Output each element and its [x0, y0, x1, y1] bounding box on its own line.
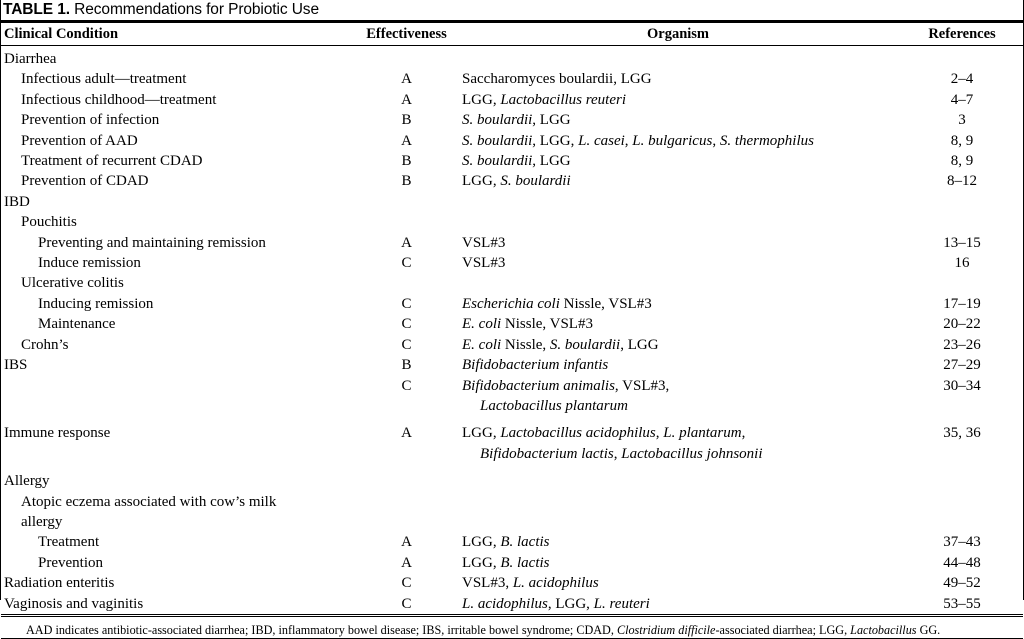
cell-clinical-condition: IBD	[4, 193, 30, 210]
table-body	[1, 46, 1023, 614]
table-row	[1, 90, 1023, 110]
cell-references: 8–12	[947, 173, 977, 190]
cell-organism: LGG, Lactobacillus reuteri	[462, 91, 627, 108]
cell-organism: VSL#3, L. acidophilus	[462, 575, 599, 592]
cell-clinical-condition: Radiation enteritis	[4, 575, 115, 592]
cell-organism: VSL#3	[462, 255, 506, 272]
table-row	[1, 110, 1023, 130]
cell-clinical-condition: Immune response	[4, 425, 111, 442]
table-row	[1, 131, 1023, 151]
cell-effectiveness: C	[401, 575, 412, 592]
cell-clinical-condition: Pouchitis	[21, 214, 77, 231]
cell-organism: Bifidobacterium infantis	[462, 357, 609, 374]
cell-clinical-condition: Prevention of infection	[21, 112, 160, 129]
cell-effectiveness: A	[401, 91, 412, 108]
header-clinical-condition: Clinical Condition	[4, 26, 119, 42]
cell-effectiveness: B	[401, 173, 412, 190]
cell-clinical-condition: IBS	[4, 357, 28, 374]
cell-organism: Saccharomyces boulardii, LGG	[462, 71, 652, 88]
cell-effectiveness: C	[401, 255, 412, 272]
table-row	[1, 573, 1023, 593]
cell-organism: S. boulardii, LGG	[462, 153, 571, 170]
cell-references: 27–29	[943, 357, 981, 374]
cell-references: 2–4	[950, 71, 974, 88]
cell-organism: L. acidophilus, LGG, L. reuteri	[462, 595, 650, 612]
cell-clinical-condition: Maintenance	[38, 316, 116, 333]
header-references: References	[928, 26, 996, 42]
cell-effectiveness: B	[401, 357, 412, 374]
table-header-row	[1, 23, 1023, 45]
cell-references: 4–7	[950, 91, 974, 108]
table-number: TABLE 1.	[3, 1, 70, 18]
cell-effectiveness: A	[401, 554, 412, 571]
cell-references: 37–43	[943, 534, 981, 551]
cell-references: 35, 36	[943, 425, 981, 442]
cell-clinical-condition: Allergy	[4, 473, 50, 490]
cell-effectiveness: A	[401, 132, 412, 149]
table-row	[1, 553, 1023, 573]
table-row	[1, 314, 1023, 334]
table-row	[1, 355, 1023, 375]
cell-references: 49–52	[943, 575, 981, 592]
cell-clinical-condition: Induce remission	[38, 255, 141, 272]
cell-effectiveness: C	[401, 316, 412, 333]
cell-effectiveness: B	[401, 112, 412, 129]
cell-effectiveness: A	[401, 234, 412, 251]
table-row	[1, 492, 1023, 533]
cell-clinical-condition: Crohn’s	[21, 336, 69, 353]
cell-organism: S. boulardii, LGG, L. casei, L. bulgaricus, S. thermophilus	[462, 132, 814, 149]
table-row	[1, 212, 1023, 232]
cell-clinical-condition: Prevention of CDAD	[21, 173, 149, 190]
table-row	[1, 192, 1023, 212]
cell-organism: LGG, S. boulardii	[462, 173, 571, 190]
cell-effectiveness: C	[401, 295, 412, 312]
cell-references: 17–19	[943, 295, 981, 312]
table-row	[1, 471, 1023, 491]
table-row	[1, 49, 1023, 69]
header-effectiveness: Effectiveness	[366, 26, 447, 42]
cell-clinical-condition: Treatment of recurrent CDAD	[21, 153, 203, 170]
cell-references: 8, 9	[950, 153, 974, 170]
cell-organism: LGG, Lactobacillus acidophilus, L. plantarum, Bifidobacterium lactis, Lactobacillus johnsonii	[462, 425, 763, 462]
cell-effectiveness: A	[401, 425, 412, 442]
cell-effectiveness: A	[401, 71, 412, 88]
cell-references: 23–26	[943, 336, 981, 353]
cell-clinical-condition: Treatment	[38, 534, 100, 551]
table-row	[1, 171, 1023, 191]
cell-organism: LGG, B. lactis	[462, 554, 550, 571]
cell-clinical-condition: Vaginosis and vaginitis	[4, 595, 144, 612]
table-row	[1, 423, 1023, 464]
cell-clinical-condition: Inducing remission	[38, 295, 154, 312]
cell-clinical-condition: Infectious childhood—treatment	[21, 91, 217, 108]
cell-effectiveness: C	[401, 336, 412, 353]
cell-organism: E. coli Nissle, S. boulardii, LGG	[462, 336, 659, 353]
cell-references: 20–22	[943, 316, 981, 333]
table-row	[1, 253, 1023, 273]
cell-effectiveness: A	[401, 534, 412, 551]
table-row	[1, 233, 1023, 253]
row-spacer	[1, 416, 1023, 423]
cell-organism: VSL#3	[462, 234, 506, 251]
cell-references: 13–15	[943, 234, 981, 251]
table-footnote: AAD indicates antibiotic-associated diarrhea; IBD, inflammatory bowel disease; IBS, irritable bowel syndrome; CDAD, Clostridium difficile-associated diarrhea; LGG, Lactobacillus GG.	[26, 622, 941, 637]
cell-organism: E. coli Nissle, VSL#3	[462, 316, 593, 333]
cell-references: 44–48	[943, 554, 981, 571]
cell-clinical-condition: Infectious adult—treatment	[21, 71, 187, 88]
table-row	[1, 532, 1023, 552]
cell-effectiveness: C	[401, 377, 412, 394]
cell-effectiveness: B	[401, 153, 412, 170]
table-row	[1, 294, 1023, 314]
cell-references: 53–55	[943, 595, 981, 612]
table-row	[1, 273, 1023, 293]
cell-effectiveness: C	[401, 595, 412, 612]
table-title: Recommendations for Probiotic Use	[69, 1, 319, 18]
cell-organism: Bifidobacterium animalis, VSL#3, Lactobacillus plantarum	[462, 377, 670, 414]
cell-organism: Escherichia coli Nissle, VSL#3	[462, 295, 652, 312]
cell-references: 3	[958, 112, 966, 129]
cell-references: 8, 9	[950, 132, 974, 149]
cell-clinical-condition: Prevention	[38, 554, 103, 571]
cell-clinical-condition: Atopic eczema associated with cow’s milk allergy	[21, 493, 277, 530]
cell-clinical-condition: Diarrhea	[4, 51, 57, 67]
header-organism: Organism	[646, 26, 710, 42]
table-row	[1, 335, 1023, 355]
cell-organism: S. boulardii, LGG	[462, 112, 571, 129]
table-row	[1, 69, 1023, 89]
table-row	[1, 376, 1023, 417]
table-row	[1, 594, 1023, 614]
cell-clinical-condition: Prevention of AAD	[21, 132, 138, 149]
cell-references: 16	[954, 255, 970, 272]
table-row	[1, 151, 1023, 171]
cell-references: 30–34	[943, 377, 981, 394]
table-caption	[1, 0, 1023, 20]
cell-clinical-condition: Ulcerative colitis	[21, 275, 124, 292]
cell-organism: LGG, B. lactis	[462, 534, 550, 551]
cell-clinical-condition: Preventing and maintaining remission	[38, 234, 266, 251]
row-spacer	[1, 464, 1023, 471]
